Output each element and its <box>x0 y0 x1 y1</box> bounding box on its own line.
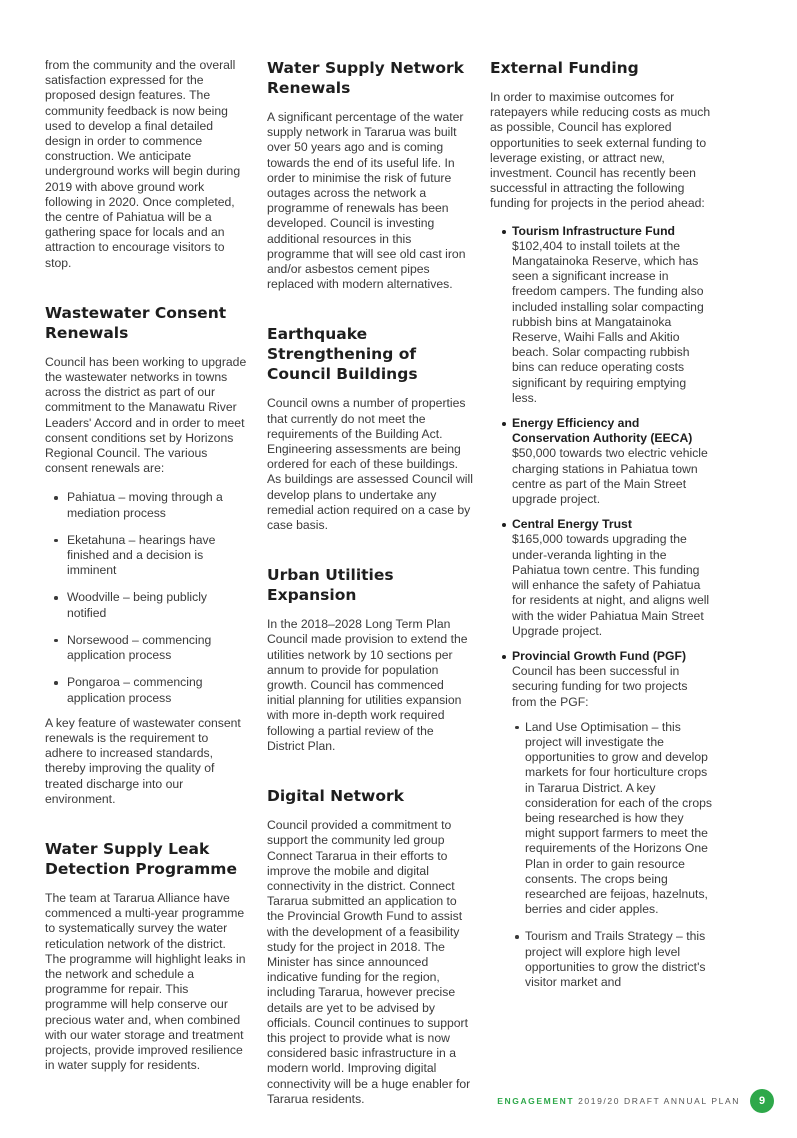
column-middle <box>267 58 473 1107</box>
digital-paragraph: Council provided a commitment to support the community led group Connect Tararua in their efforts to improve the mobile and digital connectivity in the district. Connect Tararua submitted an application to the Provincial Growth Fund to assist with the development of a feasibility study for the project in 2018. The Minister has since announced indicative funding for the region, including Tararua, however precise details are yet to be advised by officials. Council continues to support this project to provide what is now considered basic infrastructure in a modern world. Improving digital connectivity will be a huge enabler for Tararua residents. <box>267 818 471 1106</box>
urban-paragraph: In the 2018–2028 Long Term Plan Council made provision to extend the utilities network by 10 sections per annum to provide for population growth. Council has commenced initial planning for utilities expansion with more in-depth work required following a partial review of the District Plan. <box>267 617 468 753</box>
page-number: 9 <box>758 1095 766 1107</box>
funding-paragraph: In order to maximise outcomes for ratepayers while reducing costs as much as possible, Council has explored opportunities to seek external funding to leverage existing, or attract new, investment. Council has recently been successful in attracting the following funding for projects in the period ahead: <box>490 90 711 211</box>
list-item: Woodville – being publicly notified <box>45 590 248 620</box>
renewals-heading: Water Supply Network Renewals <box>267 59 464 97</box>
intro-paragraph: from the community and the overall satisfaction expressed for the proposed design features. The community feedback is now being used to develop a final detailed design in order to commence construction. We anticipate underground works will begin during 2019 with above ground work following in 2020. Once completed, the centre of Pahiatua will be a gathering space for locals and an attraction to encourage visitors to stop. <box>45 58 241 270</box>
page-footer <box>497 1089 774 1113</box>
list-item: Norsewood – commencing application process <box>45 633 248 663</box>
footer-section: ENGAGEMENT <box>497 1096 575 1106</box>
fund-item <box>490 649 712 990</box>
leak-paragraph: The team at Tararua Alliance have commenced a multi-year programme to systematically survey the water reticulation network of the district. The programme will highlight leaks in the network and schedule a programme for repair. This programme will help conserve our precious water and, when combined with our water storage and treatment projects, provide improved resilience in water supply for residents. <box>45 890 246 1073</box>
column-left <box>45 58 248 1073</box>
wastewater-heading: Wastewater Consent Renewals <box>45 303 227 342</box>
renewals-paragraph: A significant percentage of the water supply network in Tararua was built over 50 years ago and is coming towards the end of its useful life. In order to minimise the risk of future outages across the network a programme of renewals has been developed. Council is investing additional resources in this programme that will see old cast iron and/or asbestos cement pipes replaced with modern alternatives. <box>267 110 466 292</box>
fund-text: $102,404 to install toilets at the Mangatainoka Reserve, which has seen a significant increase in freedom campers. The funding also included installing solar compacting rubbish bins at Mangatainoka Reserve, Waihi Falls and Akitio beach. Solar compacting rubbish bins can reduce operating costs significant by requiring emptying less. <box>512 238 704 405</box>
urban-heading: Urban Utilities Expansion <box>267 566 394 605</box>
fund-text: $165,000 towards upgrading the under-veranda lighting in the Pahiatua town centre. This funding will enhance the safety of Pahiatua for residents at night, and aligns well with the wider Pahiatua Main Street Upgrade project. <box>512 532 710 638</box>
fund-item <box>490 416 712 507</box>
footer-text <box>497 1096 740 1106</box>
wastewater-paragraph: Council has been working to upgrade the wastewater networks in towns across the district as part of our commitment to the Manawatu River Leaders' Accord and in order to meet consent conditions set by Horizons Regional Council. The various consent renewals are: <box>45 354 247 476</box>
fund-title: Provincial Growth Fund (PGF) <box>512 648 687 663</box>
fund-title: Central Energy Trust <box>512 517 632 532</box>
footer-title: 2019/20 DRAFT ANNUAL PLAN <box>578 1096 740 1106</box>
list-item: Land Use Optimisation – this project will investigate the opportunities to grow and develop markets for four horticulture crops in Tararua District. A key consideration for each of the crops being researched is how they might support farmers to meet the requirements of the Horizons One Plan in order to gain resource consents. The crops being researched are feijoas, hazelnuts, berries and cider apples. <box>512 720 712 918</box>
fund-title: Energy Efficiency and Conservation Authority (EECA) <box>512 416 693 446</box>
pgf-project-list <box>512 720 712 990</box>
list-item: Eketahuna – hearings have finished and a decision is imminent <box>45 533 248 579</box>
consent-list <box>45 490 248 705</box>
fund-text: $50,000 towards two electric vehicle charging stations in Pahiatua town centre as part of the Main Street upgrade project. <box>512 446 708 507</box>
earthquake-heading: Earthquake Strengthening of Council Buildings <box>267 325 418 384</box>
fund-item <box>490 224 712 406</box>
wastewater-closing: A key feature of wastewater consent renewals is the requirement to adhere to increased standards, thereby improving the quality of treated discharge into our environment. <box>45 715 241 806</box>
digital-heading: Digital Network <box>267 787 404 806</box>
page-number-badge <box>750 1089 774 1113</box>
list-item: Tourism and Trails Strategy – this project will explore high level opportunities to grow the district's visitor market and <box>512 929 712 990</box>
list-item: Pahiatua – moving through a mediation process <box>45 490 248 520</box>
fund-item <box>490 517 712 639</box>
column-right <box>490 58 712 1002</box>
earthquake-paragraph: Council owns a number of properties that currently do not meet the requirements of the Building Act. Engineering assessments are being ordered for each of these buildings. As buildings are assessed Council will develop plans to undertake any remedial action required on a case by case basis. <box>267 396 473 533</box>
funding-heading: External Funding <box>490 59 639 77</box>
leak-heading: Water Supply Leak Detection Programme <box>45 839 237 878</box>
list-item: Pongaroa – commencing application process <box>45 675 248 705</box>
fund-text: Council has been successful in securing funding for two projects from the PGF: <box>512 664 688 709</box>
fund-title: Tourism Infrastructure Fund <box>512 223 675 238</box>
